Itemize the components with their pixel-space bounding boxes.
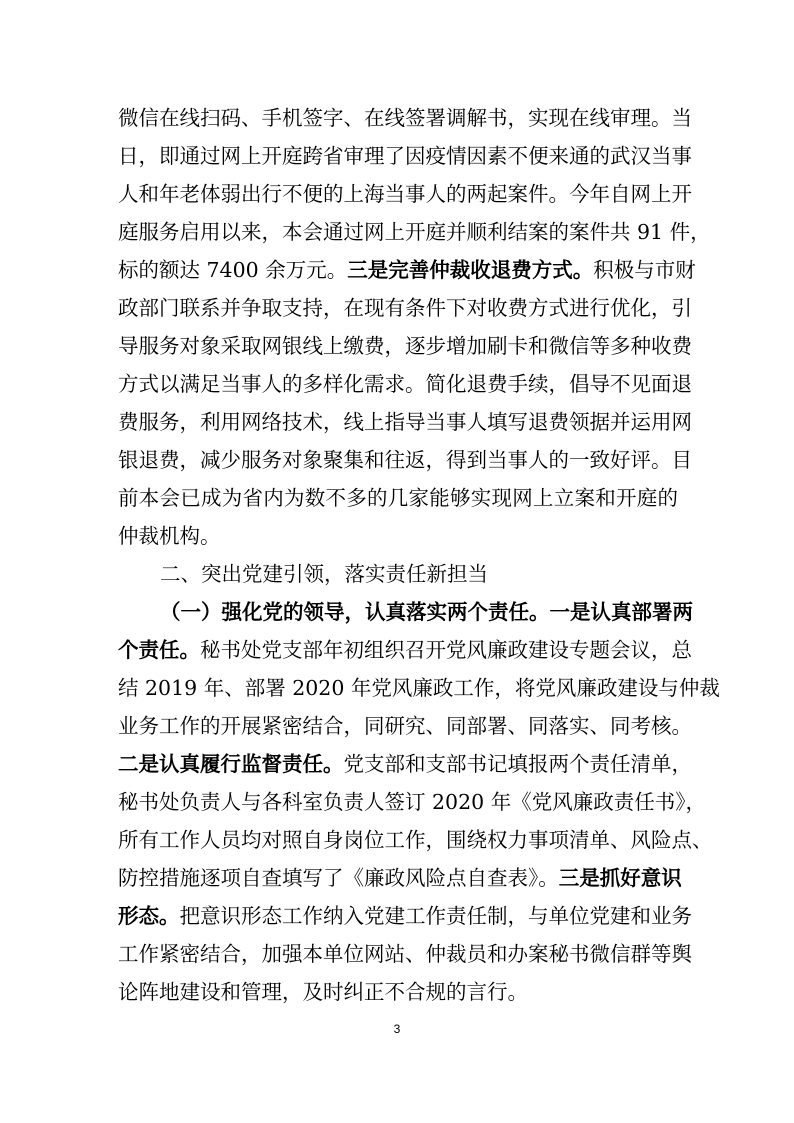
body-text-line [118,707,692,745]
text-run: 日，即通过网上开庭跨省审理了因疫情因素不便来通的武汉当事 [118,144,692,168]
subsection-heading-text: （一）强化党的领导，认真落实两个责任。 [160,600,550,624]
text-run: 秘书处党支部年初组织召开党风廉政建设专题会议，总 [200,638,692,662]
text-run: 前本会已成为省内为数不多的几家能够实现网上立案和开庭的 [118,486,678,510]
text-run: 工作紧密结合，加强本单位网站、仲裁员和办案秘书微信群等舆 [118,942,692,966]
text-run: 庭服务启用以来，本会通过网上开庭并顺利结案的案件共 91 件， [118,220,711,244]
text-run: 标的额达 7400 余万元。 [118,258,348,282]
text-run: 微信在线扫码、手机签字、在线签署调解书，实现在线审理。当 [118,106,692,130]
body-text-line [118,137,692,175]
text-run: 防控措施逐项自查填写了《廉政风险点自查表》。 [118,866,559,890]
body-text-line [118,821,713,859]
body-text-line [118,365,692,403]
body-text-line [118,99,692,137]
text-run: 结 2019 年、部署 2020 年党风廉政工作，将党风廉政建设与仲裁 [118,676,720,700]
bold-text-run: 一是认真部署两 [549,600,693,624]
body-text-line [118,745,692,783]
body-text-line [118,289,692,327]
text-run: 把意识形态工作纳入党建工作责任制，与单位党建和业务 [179,904,692,928]
body-text-line [118,175,692,213]
section-heading-text: 二、突出党建引领，落实责任新担当 [160,562,488,586]
text-run: 银退费，减少服务对象聚集和往返，得到当事人的一致好评。目 [118,448,692,472]
body-text-line [160,593,693,631]
body-text-line [118,517,678,555]
text-run: 人和年老体弱出行不便的上海当事人的两起案件。今年自网上开 [118,182,692,206]
text-run: 业务工作的开展紧密结合，同研究、同部署、同落实、同考核。 [118,714,692,738]
bold-text-run: 形态。 [118,904,180,928]
text-run: 费服务，利用网络技术，线上指导当事人填写退费领据并运用网 [118,410,692,434]
body-text-line [118,213,711,251]
body-text-line [118,783,706,821]
body-text-line [118,479,678,517]
text-run: 方式以满足当事人的多样化需求。简化退费手续，倡导不见面退 [118,372,692,396]
body-text-line [118,973,678,1011]
body-text-line [118,327,692,365]
body-text-line [118,669,720,707]
text-run: 积极与市财 [593,258,696,282]
body-text-line [118,897,692,935]
body-text-line [118,441,692,479]
bold-text-run: 二是认真履行监督责任。 [118,752,344,776]
text-run: 党支部和支部书记填报两个责任清单， [343,752,692,776]
text-run: 所有工作人员均对照自身岗位工作，围绕权力事项清单、风险点、 [118,828,713,852]
text-run: 论阵地建设和管理，及时纠正不合规的言行。 [118,980,528,1004]
bold-text-run: 三是抓好意识 [558,866,682,890]
body-text-line [118,935,692,973]
page-number: 3 [393,1022,401,1036]
body-text-line [118,859,682,897]
body-text-line [118,403,692,441]
bold-text-run: 个责任。 [118,638,200,662]
text-run: 政部门联系并争取支持，在现有条件下对收费方式进行优化，引 [118,296,692,320]
body-text-line [118,251,696,289]
body-text-line [118,631,692,669]
text-run: 秘书处负责人与各科室负责人签订 2020 年《党风廉政责任书》， [118,790,706,814]
bold-text-run: 三是完善仲裁收退费方式。 [347,258,594,282]
text-run: 导服务对象采取网银线上缴费，逐步增加刷卡和微信等多种收费 [118,334,692,358]
text-run: 仲裁机构。 [118,524,221,548]
section-heading [160,555,678,593]
